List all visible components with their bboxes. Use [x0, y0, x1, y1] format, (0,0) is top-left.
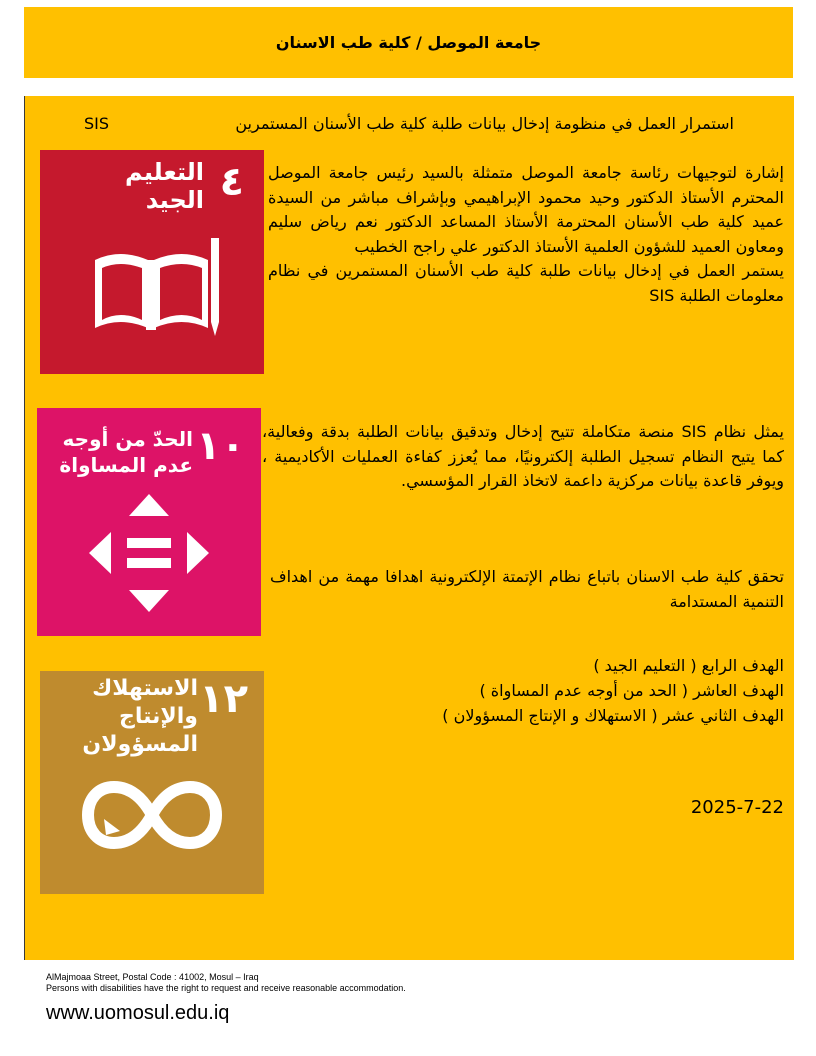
goal-item: الهدف الثاني عشر ( الاستهلاك و الإنتاج المسؤولان ): [442, 706, 784, 725]
sdg12-title-line3: المسؤولان: [82, 732, 198, 757]
paragraph-sdg-statement: تحقق كلية طب الاسنان باتباع نظام الإتمتة الإلكترونية اهدافا مهمة من اهداف التنمية المستدامة: [270, 567, 784, 611]
sdg4-number: ٤: [219, 159, 244, 205]
sdg12-card: [40, 671, 264, 894]
equality-arrows-icon: [89, 494, 209, 614]
footer-website-link[interactable]: www.uomosul.edu.iq: [46, 1002, 230, 1024]
paragraph-sis-description: يمثل نظام SIS منصة متكاملة تتيح إدخال وتدقيق بيانات الطلبة بدقة وفعالية، كما يتيح النظام تسجيل الطلبة إلكترونيًا، مما يُعزز كفاءة العمليات الأكاديمية ، ويوفر قاعدة بيانات مركزية داعمة لاتخاذ القرار المؤسسي.: [262, 422, 784, 490]
footer-address-block: [46, 972, 406, 994]
sdg10-number: ١٠: [196, 423, 245, 469]
goal-item: الهدف العاشر ( الحد من أوجه عدم المساواة ): [479, 681, 784, 700]
footer-address: AlMajmoaa Street, Postal Code : 41002, Mosul – Iraq: [46, 972, 259, 982]
goals-list: [300, 653, 784, 728]
sdg4-title-line2: الجيد: [145, 186, 204, 214]
infinity-loop-icon: [80, 779, 224, 851]
sdg12-title: [48, 675, 198, 759]
document-date: 2025-7-22: [690, 797, 784, 818]
paragraph-continuation-text: يستمر العمل في إدخال بيانات طلبة كلية طب الأسنان المستمرين في نظام معلومات الطلبة SIS: [268, 261, 784, 305]
sdg4-title-line1: التعليم: [125, 158, 204, 186]
sdg12-title-line1: الاستهلاك: [92, 676, 198, 701]
sdg10-title-line1: الحدّ من أوجه: [62, 427, 193, 451]
sdg4-card: [40, 150, 264, 374]
sdg12-number: ١٢: [199, 676, 248, 722]
paragraph-directives-text: إشارة لتوجيهات رئاسة جامعة الموصل متمثلة بالسيد رئيس جامعة الموصل المحترم الأستاذ الدكتور وحيد محمود الإبراهيمي وبإشراف مباشر من السيدة عميد كلية طب الأسنان المحترمة الأستاذ المساعد الدكتور نعم رياض سليم ومعاون العميد للشؤون العلمية الأستاذ الدكتور علي راجح الخطيب: [268, 163, 784, 256]
intro-system: SIS: [84, 114, 110, 133]
sdg10-title: [43, 426, 193, 478]
goal-item: الهدف الرابع ( التعليم الجيد ): [593, 656, 784, 675]
paragraph-directives: [268, 161, 784, 308]
footer-notice: Persons with disabilities have the right to request and receive reasonable accommodation.: [46, 983, 406, 993]
header-banner: [24, 7, 793, 78]
book-pencil-icon: [90, 238, 220, 338]
page-title: جامعة الموصل / كلية طب الاسنان: [275, 33, 542, 52]
sdg4-title: [54, 158, 204, 214]
sdg12-title-line2: والإنتاج: [119, 704, 198, 729]
intro-text: استمرار العمل في منظومة إدخال بيانات طلبة كلية طب الأسنان المستمرين: [235, 114, 734, 133]
intro-line: [84, 114, 734, 133]
sdg10-card: [37, 408, 261, 636]
sdg10-title-line2: عدم المساواة: [59, 453, 193, 477]
